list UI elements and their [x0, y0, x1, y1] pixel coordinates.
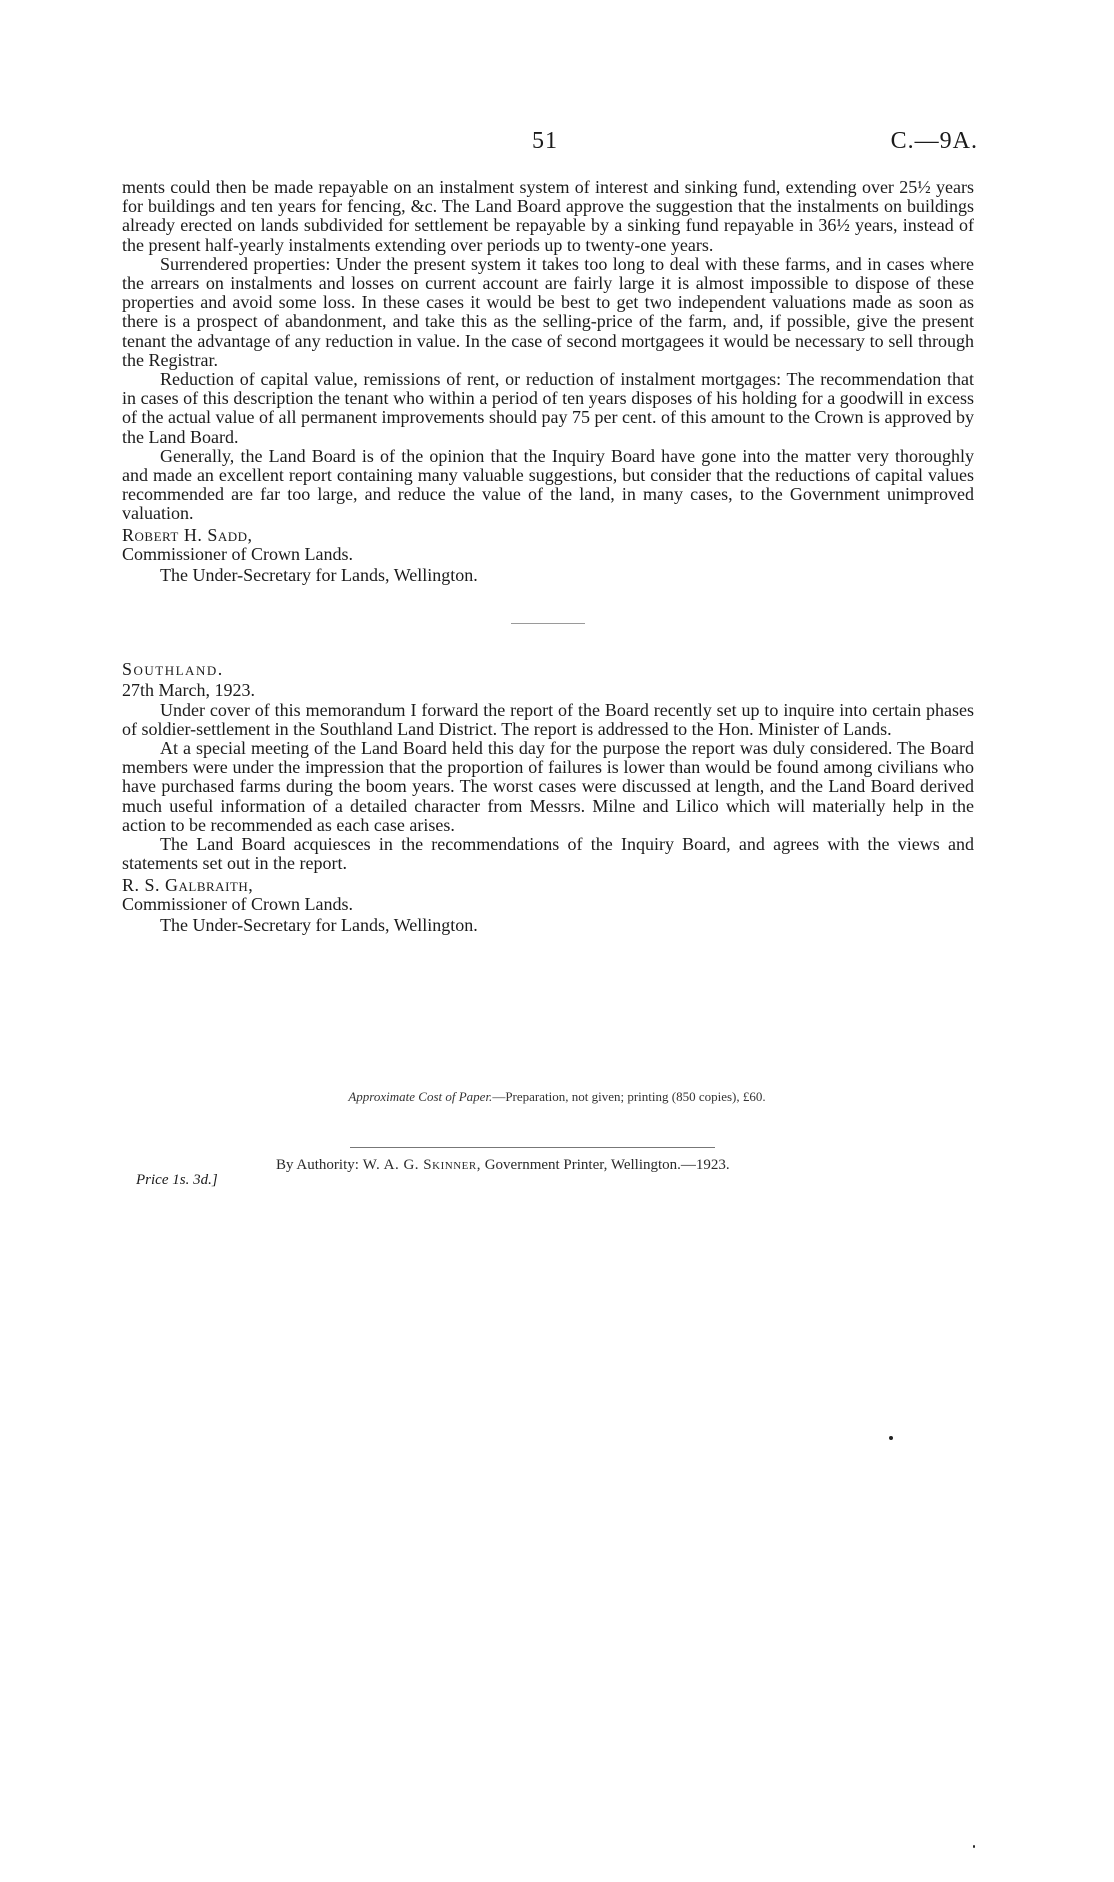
scan-speck [889, 1436, 893, 1440]
section-title-southland: Southland. [122, 659, 224, 680]
addressee-section1: The Under-Secretary for Lands, Wellington. [160, 565, 478, 586]
cost-label: Approximate Cost of Paper. [348, 1089, 493, 1104]
paragraph-reduction-capital-value: Reduction of capital value, remissions of rent, or reduction of instalment mortgages: The recommendation that in cases of this description the tenant who within a period of ten years disposes of his holding for a goodwill in excess of the actual value of all permanent improvements should pay 75 per cent. of this amount to the Crown is approved by the Land Board. [122, 369, 974, 447]
authority-prefix: By Authority: [276, 1157, 359, 1173]
page-header [122, 128, 978, 158]
document-reference: C.—9A. [890, 128, 978, 154]
footer-divider [350, 1147, 715, 1148]
signatory-title-sadd: Commissioner of Crown Lands. [122, 543, 353, 564]
memo-date: 27th March, 1923. [122, 680, 255, 701]
paragraph-acquiesces: The Land Board acquiesces in the recommendations of the Inquiry Board, and agrees with the views and statements set out in the report. [122, 834, 974, 874]
cost-text: —Preparation, not given; printing (850 copies), £60. [492, 1089, 766, 1104]
signatory-name-galbraith: R. S. Galbraith, [122, 874, 254, 895]
scan-speck [973, 1845, 975, 1848]
paragraph-continuation: ments could then be made repayable on an instalment system of interest and sinking fund, extending over 25½ years for buildings and ten years for fencing, &c. The Land Board approve the suggestion that the instalments on buildings already erected on lands subdivided for settlement be repayable by a sinking fund repayable in 36½ years, instead of the present half-yearly instalments extending over periods up to twenty-one years. [122, 177, 974, 255]
addressee-section2: The Under-Secretary for Lands, Wellington. [160, 914, 478, 935]
cost-of-paper [0, 1089, 1114, 1105]
printer-imprint [276, 1157, 730, 1174]
authority-suffix: Government Printer, Wellington.—1923. [484, 1157, 730, 1173]
document-body [122, 178, 974, 935]
signatory-title-galbraith: Commissioner of Crown Lands. [122, 893, 353, 914]
paragraph-generally: Generally, the Land Board is of the opinion that the Inquiry Board have gone into the matter very thoroughly and made an excellent report containing many valuable suggestions, but consider that the reductions of capital values recommended are far too large, and reduce the value of the land, in many cases, to the Government unimproved valuation. [122, 445, 974, 524]
paragraph-surrendered-properties: Surrendered properties: Under the present system it takes too long to deal with these farms, and in cases where the arrears on instalments and losses on current account are fairly large it is almost impossible to dispose of these properties and avoid some loss. In these cases it would be best to get two independent valuations made as soon as there is a prospect of abandonment, and take this as the selling-price of the farm, and, if possible, give the present tenant the advantage of any reduction in value. In the case of second mortgagees it would be necessary to sell through the Registrar. [122, 253, 974, 370]
paragraph-under-cover: Under cover of this memorandum I forward the report of the Board recently set up to inquire into certain phases of soldier-settlement in the Southland Land District. The report is addressed to the Hon. Minister of Lands. [122, 699, 974, 739]
signatory-name-sadd: Robert H. Sadd, [122, 524, 253, 545]
price-note: Price 1s. 3d.] [136, 1172, 218, 1188]
paragraph-special-meeting: At a special meeting of the Land Board held this day for the purpose the report was duly considered. The Board members were under the impression that the proportion of failures is lower than would be found among civilians who have purchased farms during the boom years. The worst cases were discussed at length, and the Land Board derived much useful information of a detailed character from Messrs. Milne and Lilico which will materially help in the action to be recommended as each case arises. [122, 738, 974, 835]
section-divider [511, 623, 585, 624]
printer-name: W. A. G. Skinner, [362, 1157, 481, 1173]
page-number: 51 [532, 128, 558, 154]
